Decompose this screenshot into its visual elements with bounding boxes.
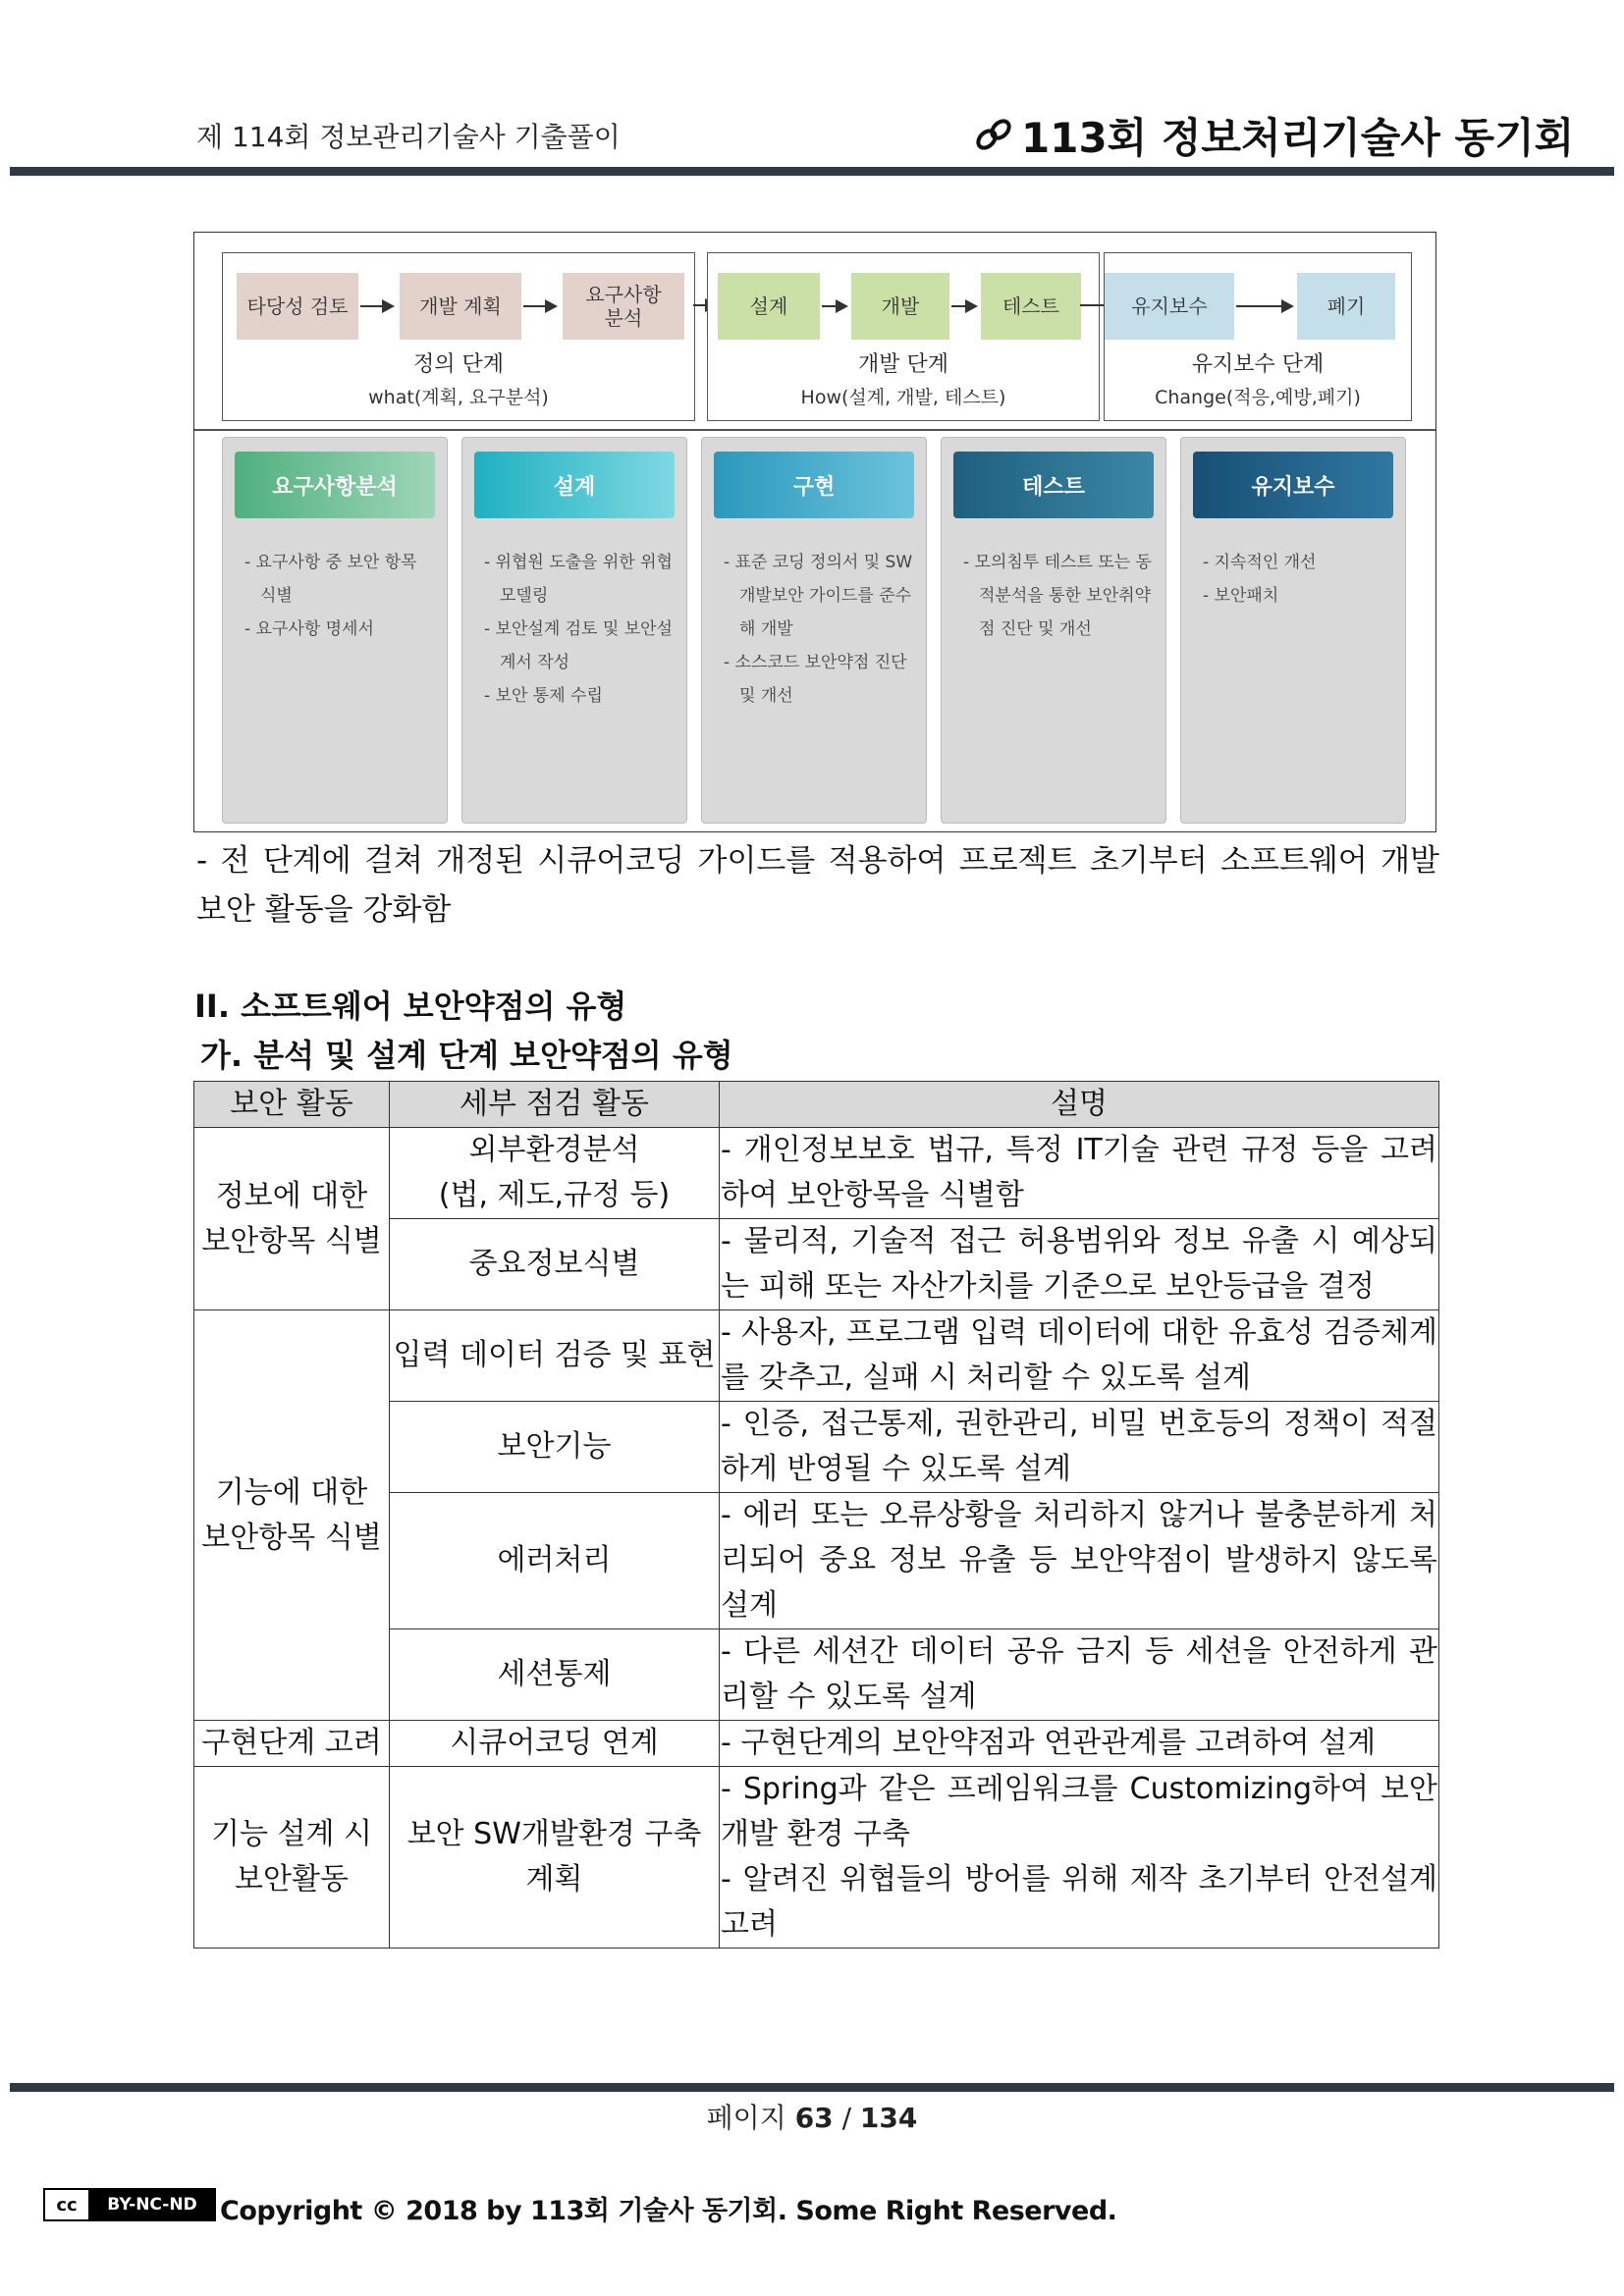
card-item: - 위협원 도출을 위한 위협모델링 (484, 553, 673, 606)
description-cell: - Spring과 같은 프레임워크를 Customizing하여 보안 개발 환경 구축 - 알려진 위협들의 방어를 위해 제작 초기부터 안전설계 고려 (720, 1767, 1439, 1949)
card-item: - 보안패치 (1203, 586, 1279, 606)
body-paragraph: - 전 단계에 걸쳐 개정된 시큐어코딩 가이드를 적용하여 프로젝트 초기부터 소프트웨어 개발 보안 활동을 강화함 (196, 843, 1439, 928)
section-heading: II. 소프트웨어 보안약점의 유형 (194, 988, 627, 1025)
description-cell: - 개인정보보호 법규, 특정 IT기술 관련 규정 등을 고려하여 보안항목을 식별함 (720, 1128, 1439, 1219)
card-title: 테스트 (953, 452, 1154, 518)
card-title: 구현 (714, 452, 914, 518)
detail-cell: 보안 SW개발환경 구축 계획 (390, 1767, 720, 1949)
card-item: - 요구사항 중 보안 항목 식별 (244, 553, 417, 606)
flow-step: 요구사항 분석 (563, 273, 684, 340)
card-item: - 보안설계 검토 및 보안설계서 작성 (484, 619, 673, 672)
phase-title: 개발 단계 (857, 352, 948, 377)
card-item: - 요구사항 명세서 (244, 619, 374, 639)
phase-subtitle: Change(적응,예방,폐기) (1155, 387, 1361, 408)
page-separator: / (841, 2102, 851, 2134)
detail-cell: 시큐어코딩 연계 (390, 1721, 720, 1767)
description-cell: - 구현단계의 보안약점과 연관관계를 고려하여 설계 (720, 1721, 1439, 1767)
card-item: - 소스코드 보안약점 진단 및 개선 (724, 653, 907, 706)
detail-cell: 중요정보식별 (390, 1219, 720, 1310)
column-header: 세부 점검 활동 (390, 1082, 720, 1128)
cc-icon: cc (45, 2190, 90, 2219)
detail-cell: 보안기능 (390, 1402, 720, 1493)
arrow-right-icon (1236, 296, 1295, 316)
page-label: 페이지 (706, 2102, 786, 2134)
card-items (484, 546, 677, 713)
flow-step: 개발 계획 (400, 273, 521, 340)
activity-cell: 정보에 대한 보안항목 식별 (194, 1128, 390, 1310)
card-item: - 표준 코딩 정의서 및 SW개발보안 가이드를 준수해 개발 (724, 553, 913, 639)
phase-subtitle: what(계획, 요구분석) (368, 387, 549, 408)
card-item: - 모의침투 테스트 또는 동적분석을 통한 보안취약점 진단 및 개선 (963, 553, 1152, 639)
arrow-right-icon (523, 296, 559, 316)
activity-card-requirements (222, 437, 448, 824)
activity-cell: 구현단계 고려 (194, 1721, 390, 1767)
flow-step: 개발 (851, 273, 949, 340)
activity-cell: 기능 설계 시 보안활동 (194, 1767, 390, 1949)
table-header-row (194, 1082, 1439, 1128)
card-item: - 지속적인 개선 (1203, 553, 1317, 572)
phase-definition (222, 252, 695, 421)
page-total: 134 (859, 2102, 918, 2134)
activity-card-design (461, 437, 687, 824)
group-logo (972, 106, 1574, 165)
group-name: 113회 정보처리기술사 동기회 (1021, 114, 1575, 162)
table-row (194, 1767, 1439, 1949)
detail-cell: 외부환경분석 (법, 제도,규정 등) (390, 1128, 720, 1219)
sdlc-security-figure (193, 232, 1436, 832)
description-cell: - 사용자, 프로그램 입력 데이터에 대한 유효성 검증체계를 갖추고, 실패 시 처리할 수 있도록 설계 (720, 1310, 1439, 1402)
arrow-right-icon (360, 296, 396, 316)
page-indicator (0, 2097, 1624, 2136)
activity-card-maintenance (1180, 437, 1406, 824)
phase-title: 유지보수 단계 (1191, 352, 1325, 377)
description-cell: - 다른 세션간 데이터 공유 금지 등 세션을 안전하게 관리할 수 있도록 설계 (720, 1629, 1439, 1721)
phase-title: 정의 단계 (412, 352, 504, 377)
activity-cell: 기능에 대한 보안항목 식별 (194, 1310, 390, 1721)
arrow-right-icon (951, 296, 979, 316)
card-items (244, 546, 437, 646)
document-header-title: 제 114회 정보관리기술사 기출풀이 (196, 121, 621, 153)
link-icon (972, 114, 1015, 157)
phase-development (707, 252, 1100, 421)
description-cell: - 인증, 접근통제, 권한관리, 비밀 번호등의 정책이 적절하게 반영될 수 있도록 설계 (720, 1402, 1439, 1493)
copyright-notice: Copyright © 2018 by 113회 기술사 동기회. Some Right Reserved. (220, 2196, 1117, 2226)
card-items (724, 546, 916, 713)
column-header: 설명 (720, 1082, 1439, 1128)
detail-cell: 입력 데이터 검증 및 표현 (390, 1310, 720, 1402)
activity-card-test (941, 437, 1166, 824)
card-items (1203, 546, 1395, 613)
header-rule (10, 167, 1614, 176)
table-row (194, 1310, 1439, 1402)
page-current: 63 (794, 2102, 834, 2134)
flow-step: 폐기 (1297, 273, 1395, 340)
figure-divider (194, 429, 1435, 431)
table-row (194, 1128, 1439, 1219)
detail-cell: 에러처리 (390, 1493, 720, 1629)
phase-maintenance (1104, 252, 1412, 421)
arrow-right-icon (822, 296, 849, 316)
card-items (963, 546, 1156, 646)
phase-subtitle: How(설계, 개발, 테스트) (800, 387, 1006, 408)
subsection-heading: 가. 분석 및 설계 단계 보안약점의 유형 (200, 1037, 733, 1074)
cc-license-badge (43, 2188, 216, 2221)
license-label: BY-NC-ND (90, 2190, 214, 2219)
flow-step: 유지보수 (1105, 273, 1234, 340)
card-item: - 보안 통제 수립 (484, 686, 603, 706)
table-row (194, 1721, 1439, 1767)
card-title: 요구사항분석 (235, 452, 435, 518)
flow-step: 타당성 검토 (237, 273, 358, 340)
description-cell: - 물리적, 기술적 접근 허용범위와 정보 유출 시 예상되는 피해 또는 자산가치를 기준으로 보안등급을 결정 (720, 1219, 1439, 1310)
flow-step: 설계 (718, 273, 820, 340)
detail-cell: 세션통제 (390, 1629, 720, 1721)
description-cell: - 에러 또는 오류상황을 처리하지 않거나 불충분하게 처리되어 중요 정보 유출 등 보안약점이 발생하지 않도록 설계 (720, 1493, 1439, 1629)
card-title: 유지보수 (1193, 452, 1393, 518)
flow-step: 테스트 (981, 273, 1081, 340)
activity-card-implementation (701, 437, 927, 824)
card-title: 설계 (474, 452, 675, 518)
column-header: 보안 활동 (194, 1082, 390, 1128)
footer-rule (10, 2083, 1614, 2092)
security-weakness-table (193, 1081, 1439, 1949)
